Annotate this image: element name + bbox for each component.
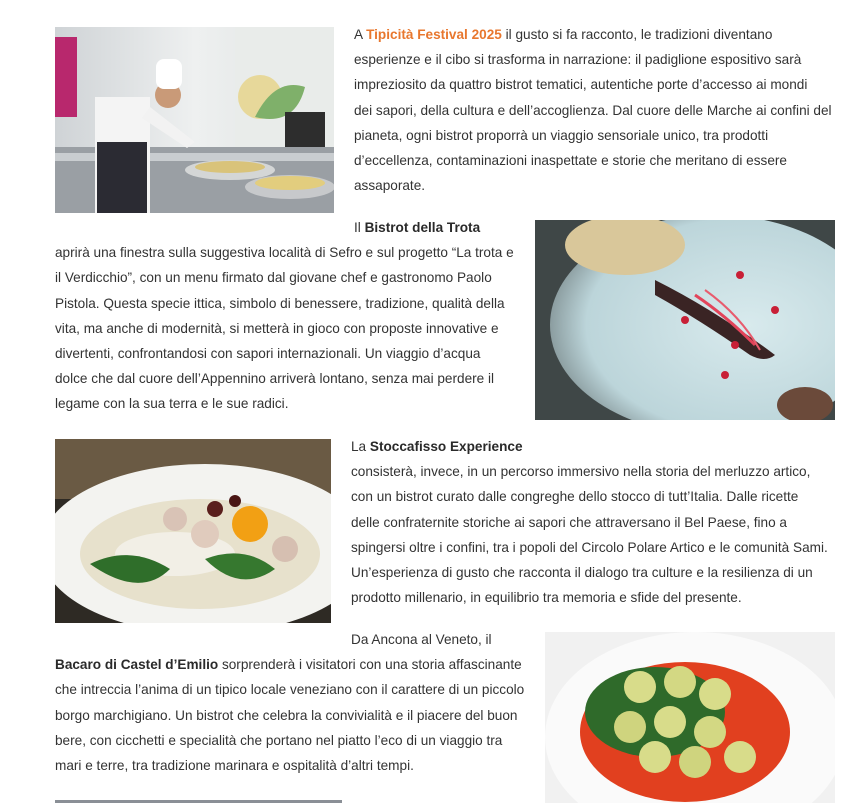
stockfish-dish-photo [55,439,331,623]
trota-bistrot-name: Bistrot della Trota [364,220,481,235]
bacaro-bistrot-name: Bacaro di Castel d’Emilio [55,657,219,673]
stoccafisso-bistrot-name: Stoccafisso Experience [369,439,523,454]
festival-name: Tipicità Festival 2025 [366,27,502,42]
bacaro-paragraph: Da Ancona al Veneto, il Bacaro di Castel d’Emilio sorprenderà i visitatori con una storia affascinante che intreccia l’anima di un tipico locale veneziano con il carattere di un piccolo borgo marchigiano. Un bistrot che celebra la convivialità e il piacere del buon bere, con cicchetti e specialità che portano nel piatto l’eco di un viaggio tra mari e terre, tra tradizione marinara e ospitalità d’altri tempi. [55,632,525,774]
stoccafisso-paragraph: La Stoccafisso Experience consisterà, invece, in un percorso immersivo nella storia del merluzzo artico, con un bistrot curato dalle congreghe dello stocco di tutt’Italia. Dalle ricette delle confraternite storiche ai sapori che attraversano il Bel Paese, fino a spingersi oltre i confini, tra i popoli del Circolo Polare Artico e le comunità Sami. Un’esperienza di gusto che racconta il dialogo tra culture e la resilienza di un prodotto millenario, in equilibrio tra memoria e sfide del presente. [351,439,828,606]
trout-dish-photo [535,220,835,420]
chef-cooking-photo [55,27,334,213]
intro-paragraph: A Tipicità Festival 2025 il gusto si fa racconto, le tradizioni diventano esperienze e il cibo si trasforma in narrazione: il padiglione espositivo sarà impreziosito da quattro bistrot tematici, autentiche porte d’accesso ai mondi dei sapori, della cultura e dell’accoglienza. Dal cuore delle Marche ai confini del pianeta, ogni bistrot proporrà un viaggio sensoriale unico, tra prodotti d’eccellenza, contaminazioni inaspettate e storie che meritano di essere assaporate. [354,27,832,194]
trota-paragraph: Il Bistrot della Trota aprirà una finestra sulla suggestiva località di Sefro e sul progetto “La trota e il Verdicchio”, con un menu firmato dal giovane chef e gastronomo Paolo Pistola. Questa specie ittica, simbolo di benessere, tradizione, qualità della vita, ma anche di modernità, si metterà in gioco con proposte innovative e divertenti, confrontandosi con sapori internazionali. Un viaggio d’acqua dolce che dal cuore dell’Appennino arriverà lontano, senza mai perdere il legame con la sua terra e le sue radici. [55,220,514,412]
tortellini-dish-photo [545,632,835,803]
